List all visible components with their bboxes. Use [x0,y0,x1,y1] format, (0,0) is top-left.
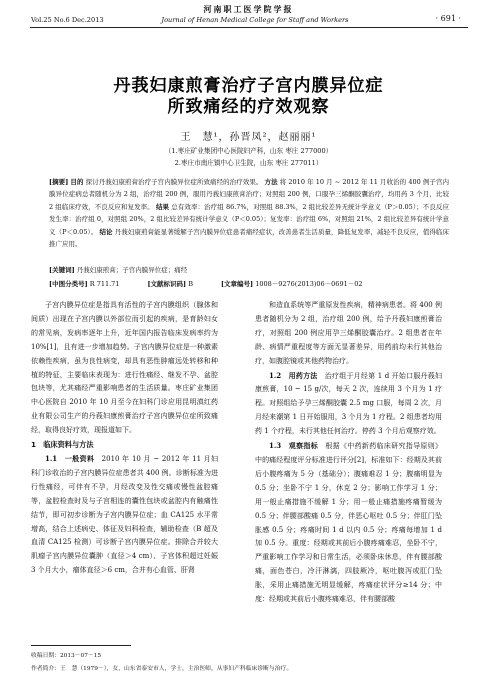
journal-english-name: Journal of Henan Medical College for Staff and Workers [161,16,349,24]
keywords-text: 丹莪妇康煎膏；子宫内膜异位症；痛经 [76,266,188,274]
paragraph-1-2-text: 治疗组于月经第 1 d 开始口服丹莪妇康煎膏，10 ~ 15 g/次，每天 2 次，连续用 3 个月为 1 疗程。对照组给予孕三烯酮胶囊 2.5 mg 口服，每周 2 次，月月经来潮第 1 日开始服用，3 个月为 1 疗程。2 组患者均用药 1 个疗程，未行其他任何治疗。停药 3 个月后观察疗效。 [255,371,442,436]
section-heading-1: 1 临床资料与方法 [31,440,94,450]
abstract-label: [摘要] [49,178,69,186]
page-number: · 691 · [435,14,461,23]
result-label: 结果 [155,202,170,211]
classification-line [49,279,459,288]
footnote-rule [31,645,131,646]
abstract-result: 总有效率：治疗组 86.7%，对照组 88.3%，2 组比较差异无统计学意义（P＞0.05）；不良反应发生率：治疗组 0，对照组 20%，2 组比较差异有统计学意义（P＜0.05）；复发率：治疗组 6%，对照组 21%，2 组比较差异有统计学意义（P＜0.05）。 [49,202,449,236]
article-value: 1008－9276(2013)06－0691－02 [255,280,363,288]
body-column-left [31,299,218,578]
paragraph-1-2 [255,369,442,440]
conclusion-label: 结论 [99,227,113,236]
clc-field [49,279,119,288]
paragraph-1-3 [255,439,442,607]
subheading-1-2: 1.2 用药方法 [269,370,318,380]
paragraph-1-3-text: 根据《中药新药临床研究指导原则》中的痛经程度评分标准进行评分[2]，标准如下：经期及其前后小腹疼痛为 5 分（基础分）；腹痛难忍 1 分；腹痛明显为 0.5 分；坐卧不宁 1 分，休克 2 分；影响工作学习 1 分；用一般止痛措施不缓解 1 分；用一般止痛措施疼痛暂缓为 0.5 分；伴腰部酸痛 0.5 分，伴恶心呕吐 0.5 分；伴肛门坠胀感 0.5 分；疼痛时间 1 d 以内 0.5 分；疼痛每增加 1 d 加 0.5 分。重度：经期或其前后小腹疼痛难忍，坐卧不宁，严重影响工作学习和日常生活，必须卧床休息，伴有腰部酸痛，面色苍白，冷汗淋漓，四肢厥冷，呕吐腹泻或肛门坠胀，采用止痛措施无明显缓解，疼痛症状评分≥14 分；中度：经期或其前后小腹疼痛难忍，伴有腰部酸 [255,442,443,604]
purpose-label: 目的 [70,178,84,186]
authors: 王 慧¹，孙晋凤²，赵丽丽¹ [180,132,317,143]
volume-info: Vol.25 No.6 Dec.2013 [31,16,104,24]
method-label: 方法 [264,178,278,186]
journal-chinese-name: 河南职工医学院学报 [203,4,294,14]
intro-paragraph: 子宫内膜异位症是指具有活性的子宫内膜组织（腺体和间质）出现在子宫内膜以外部位而引起的疾病，是育龄妇女的常见病，发病率逐年上升，近年国内报告临床发病率约为 10%[1]，且有进一步增加趋势。子宫内膜异位症是一种激素依赖性疾病，虽为良性病变，却具有恶性肿瘤远处转移和种植的特征，主要临床表现为：进行性痛经、继发不孕、盆腔包块等，尤其痛经严重影响患者的生活质量。枣庄矿业集团中心医院自 2010 年 10 月至今在妇科门诊应用昆明滇红药业有限公司生产的丹莪妇康煎膏治疗子宫内膜异位症所致痛经，取得良好疗效，现报道如下。 [31,301,218,435]
article-title-line1: 丹莪妇康煎膏治疗子宫内膜异位症 [113,76,384,96]
paragraph-1-1-text: 2010 年 10 月 ~ 2012 年 11 月妇科门诊收治的子宫内膜异位症患者共 400 例。诊断标准为进行性痛经，可伴有不孕，月经改变及性交痛或慢性盆腔痛等，盆腔检查时及与子宫相连的囊性包块或盆腔内有触痛性结节，即可初步诊断为子宫内膜异位症；血 CA125 水平常增高，结合上述病史、体征及妇科检查，辅助检查（B 超及血清 CA125 检测）可诊断子宫内膜异位症。排除合并较大肌瘤子宫内膜异位囊肿（直径＞4 cm）、子宫体积超过妊娠 3 个月大小，瘤体直径＞6 cm，合并有心血管、肝肾 [31,454,218,575]
abstract-conclusion: 丹莪妇康煎膏能显著缓解子宫内膜异位症患者痛经症状，改善患者生活质量，降低复发率，减轻不良反应，值得临床推广应用。 [49,227,449,249]
abstract-method: 将 2010 年 10 月 ~ 2012 年 11 月收治的 400 例子宫内膜异位症病总者随机分为 2 组，治疗组 200 例，服用丹莪妇康煎膏治疗；对照组 200 例，口服孕三烯酮胶囊治疗，均用药 3 个月，比较 2 组临床疗效，不良反应和复发率。 [49,178,449,211]
abstract [49,176,449,250]
keywords-label: [关键词] [49,266,75,274]
article-title-line2: 所致痛经的疗效观察 [167,97,330,117]
clc-value: R 711.71 [89,280,120,288]
affiliation-1: （1.枣庄矿业集团中心医院妇产科，山东 枣庄 277000） [164,147,333,155]
paragraph-continued: 和造血系统等严重原发性疾病，精神病患者。将 400 例患者随机分为 2 组，治疗组 200 例，给予丹莪妇康煎膏治疗，对照组 200 例应用孕三烯酮胶囊治疗。2 组患者在年龄、病情严重程度等方面无显著差异，用药前均未行其他治疗，如腹腔镜或其他药物治疗。 [255,301,442,365]
abstract-purpose: 探讨丹莪妇康煎膏治疗子宫内膜异位症所致痛经的治疗效果。 [85,178,263,186]
clc-label: [中图分类号] [49,280,88,288]
footnote-author: 作者简介：王 慧（1979－），女，山东省泰安市人，学士，主治医师，从事妇产科临床诊断与治疗。 [31,666,293,672]
body-column-right [255,299,442,607]
article-label: [文章编号] [220,280,254,288]
article-field [221,279,363,288]
doc-value: B [188,280,193,288]
affiliation-2: 2.枣庄市南庄镇中心卫生院，山东 枣庄 277011） [174,159,323,167]
doc-field [147,279,193,288]
header-rule [30,27,468,28]
subheading-1-1: 1.1 一般资料 [45,453,95,463]
keywords [49,265,449,274]
subheading-1-3: 1.3 观察指标 [269,441,319,451]
paragraph-1-1 [31,452,218,578]
footnote-received: 收稿日期：2013－07－15 [31,653,102,659]
doc-label: [文献标识码] [147,280,187,288]
